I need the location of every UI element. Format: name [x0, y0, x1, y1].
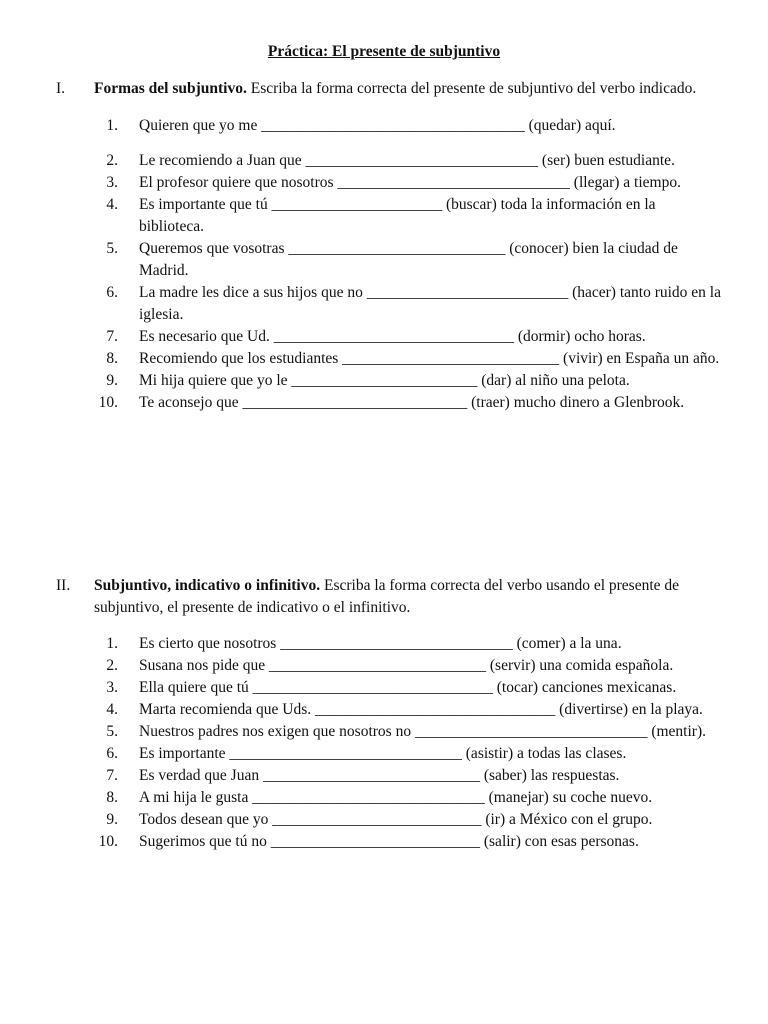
list-item: [0, 699, 768, 721]
list-item: [0, 677, 768, 699]
section-1-numeral: I.: [56, 80, 66, 97]
section-1-items: [0, 115, 768, 414]
item-number: 4.: [106, 701, 118, 718]
item-number: 9.: [106, 811, 118, 828]
list-item: [0, 633, 768, 655]
section-1-instructions: Escriba la forma correcta del presente de subjuntivo del verbo indicado.: [246, 80, 697, 97]
item-number: 8.: [106, 350, 118, 367]
list-item: [0, 172, 768, 194]
item-number: 1.: [106, 117, 118, 134]
list-item: [0, 765, 768, 787]
item-number: 7.: [106, 767, 118, 784]
list-item: [0, 743, 768, 765]
item-number: 2.: [106, 657, 118, 674]
item-number: 10.: [98, 394, 118, 411]
item-text: A mi hija le gusta ______________________________ (manejar) su coche nuevo.: [139, 789, 653, 806]
item-text: Susana nos pide que ____________________________ (servir) una comida española.: [139, 657, 674, 674]
item-text: Nuestros padres nos exigen que nosotros no ______________________________ (mentir).: [139, 723, 706, 740]
item-number: 1.: [106, 635, 118, 652]
list-item: [0, 787, 768, 809]
section-2-title: Subjuntivo, indicativo o infinitivo.: [94, 577, 321, 594]
item-number: 10.: [98, 833, 118, 850]
list-item: [0, 348, 768, 370]
list-item: [0, 809, 768, 831]
list-item: [0, 326, 768, 348]
list-item: [0, 194, 768, 238]
item-text: Le recomiendo a Juan que ______________________________ (ser) buen estudiante.: [139, 152, 675, 169]
item-text: Es necesario que Ud. _______________________________ (dormir) ocho horas.: [139, 328, 646, 345]
section-2-header: [0, 575, 768, 619]
item-text: Sugerimos que tú no ___________________________ (salir) con esas personas.: [139, 833, 639, 850]
item-number: 9.: [106, 372, 118, 389]
item-number: 6.: [106, 284, 118, 301]
section-1: [0, 78, 768, 414]
list-item: [0, 721, 768, 743]
list-item: [0, 370, 768, 392]
item-number: 6.: [106, 745, 118, 762]
item-text: Quieren que yo me __________________________________ (quedar) aquí.: [139, 117, 616, 134]
item-number: 5.: [106, 240, 118, 257]
item-text: La madre les dice a sus hijos que no __________________________ (hacer) tanto ruido en la iglesia.: [139, 284, 721, 323]
item-number: 5.: [106, 723, 118, 740]
section-1-header: [0, 78, 768, 100]
list-item: [0, 282, 768, 326]
item-text: Marta recomienda que Uds. _______________________________ (divertirse) en la playa.: [139, 701, 703, 718]
section-2-items: [0, 633, 768, 853]
section-2: [0, 575, 768, 853]
item-text: Es cierto que nosotros ______________________________ (comer) a la una.: [139, 635, 622, 652]
list-item: [0, 831, 768, 853]
item-number: 4.: [106, 196, 118, 213]
item-text: Ella quiere que tú _______________________________ (tocar) canciones mexicanas.: [139, 679, 677, 696]
list-item: [0, 150, 768, 172]
item-text: Es verdad que Juan ____________________________ (saber) las respuestas.: [139, 767, 620, 784]
item-number: 8.: [106, 789, 118, 806]
item-number: 2.: [106, 152, 118, 169]
page-title: Práctica: El presente de subjuntivo: [267, 43, 501, 60]
list-item: [0, 238, 768, 282]
item-text: Es importante ______________________________ (asistir) a todas las clases.: [139, 745, 627, 762]
item-number: 3.: [106, 679, 118, 696]
item-text: Recomiendo que los estudiantes ____________________________ (vivir) en España un año.: [139, 350, 720, 367]
section-1-title: Formas del subjuntivo.: [94, 80, 247, 97]
item-number: 3.: [106, 174, 118, 191]
item-text: El profesor quiere que nosotros ______________________________ (llegar) a tiempo.: [139, 174, 681, 191]
item-text: Te aconsejo que _____________________________ (traer) mucho dinero a Glenbrook.: [139, 394, 685, 411]
item-text: Queremos que vosotras ____________________________ (conocer) bien la ciudad de Madrid.: [139, 240, 678, 279]
section-2-numeral: II.: [56, 577, 71, 594]
item-text: Es importante que tú ______________________ (buscar) toda la información en la biblioteca.: [139, 196, 656, 235]
item-text: Mi hija quiere que yo le ________________________ (dar) al niño una pelota.: [139, 372, 630, 389]
section-2-instructions: Escriba la forma correcta del verbo usando el presente de subjuntivo, el presente de indicativo o el infinitivo.: [94, 577, 680, 616]
list-item: [0, 115, 768, 137]
item-number: 7.: [106, 328, 118, 345]
item-text: Todos desean que yo ___________________________ (ir) a México con el grupo.: [139, 811, 653, 828]
list-item: [0, 392, 768, 414]
list-item: [0, 655, 768, 677]
